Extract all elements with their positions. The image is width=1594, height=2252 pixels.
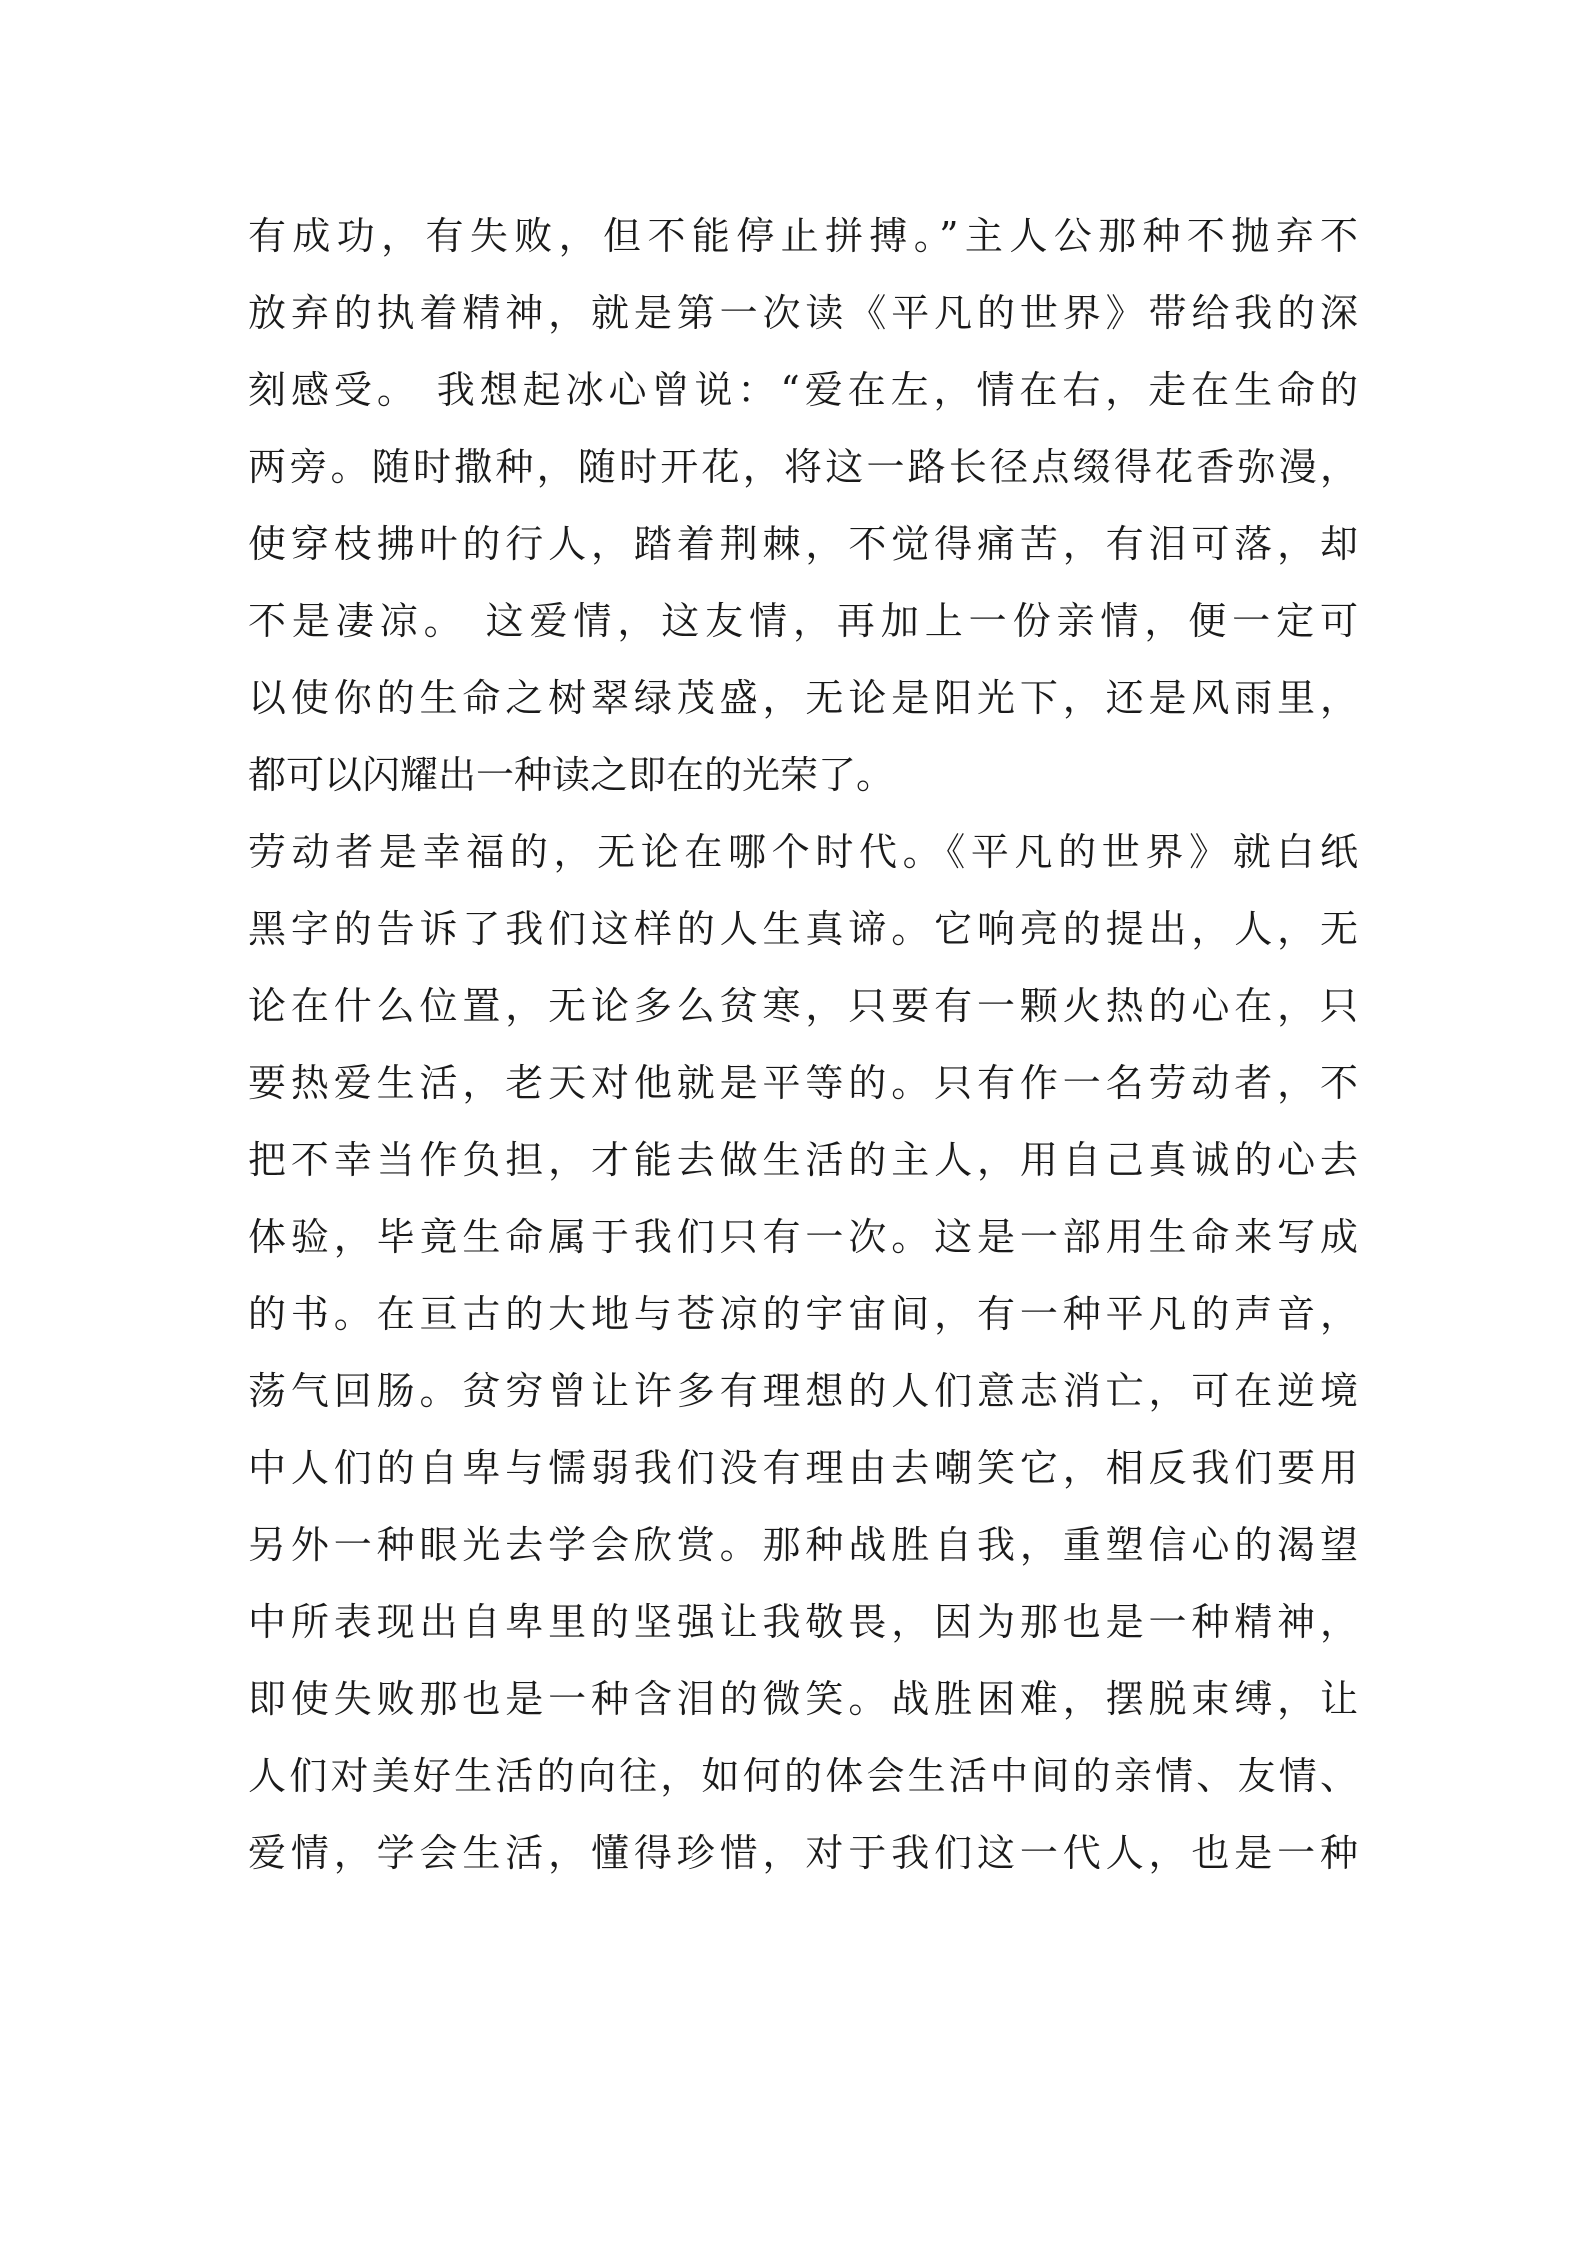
text-line: 即使失败那也是一种含泪的微笑。战胜困难，摆脱束缚，让 (248, 1677, 1358, 1721)
text-line: 中人们的自卑与懦弱我们没有理由去嘲笑它，相反我们要用 (248, 1446, 1358, 1490)
text-line: 使穿枝拂叶的行人，踏着荆棘，不觉得痛苦，有泪可落，却 (248, 522, 1358, 566)
text-line: 有成功，有失败，但不能停止拼搏。”主人公那种不抛弃不 (248, 214, 1358, 258)
text-line: 刻感受。 我想起冰心曾说：“爱在左，情在右，走在生命的 (248, 368, 1358, 412)
text-line: 另外一种眼光去学会欣赏。那种战胜自我，重塑信心的渴望 (248, 1523, 1358, 1567)
text-line: 不是凄凉。 这爱情，这友情，再加上一份亲情，便一定可 (248, 599, 1358, 643)
paragraph-end-line: 都可以闪耀出一种读之即在的光荣了。 (248, 753, 895, 797)
text-line: 把不幸当作负担，才能去做生活的主人，用自己真诚的心去 (248, 1138, 1358, 1182)
text-line: 体验，毕竟生命属于我们只有一次。这是一部用生命来写成 (248, 1215, 1358, 1259)
text-line: 劳动者是幸福的，无论在哪个时代。《平凡的世界》就白纸 (248, 830, 1358, 874)
text-line: 要热爱生活，老天对他就是平等的。只有作一名劳动者，不 (248, 1061, 1358, 1105)
text-line: 黑字的告诉了我们这样的人生真谛。它响亮的提出，人，无 (248, 907, 1358, 951)
text-line: 荡气回肠。贫穷曾让许多有理想的人们意志消亡，可在逆境 (248, 1369, 1358, 1413)
body-text (248, 198, 1358, 1892)
text-line: 两旁。随时撒种，随时开花，将这一路长径点缀得花香弥漫， (248, 445, 1358, 489)
text-line: 放弃的执着精神，就是第一次读《平凡的世界》带给我的深 (248, 291, 1358, 335)
text-line: 爱情，学会生活，懂得珍惜，对于我们这一代人，也是一种 (248, 1831, 1358, 1875)
text-line: 的书。在亘古的大地与苍凉的宇宙间，有一种平凡的声音， (248, 1292, 1358, 1336)
text-line: 以使你的生命之树翠绿茂盛，无论是阳光下，还是风雨里， (248, 676, 1358, 720)
text-line: 人们对美好生活的向往，如何的体会生活中间的亲情、友情、 (248, 1754, 1358, 1798)
text-line: 论在什么位置，无论多么贫寒，只要有一颗火热的心在，只 (248, 984, 1358, 1028)
text-line: 中所表现出自卑里的坚强让我敬畏，因为那也是一种精神， (248, 1600, 1358, 1644)
